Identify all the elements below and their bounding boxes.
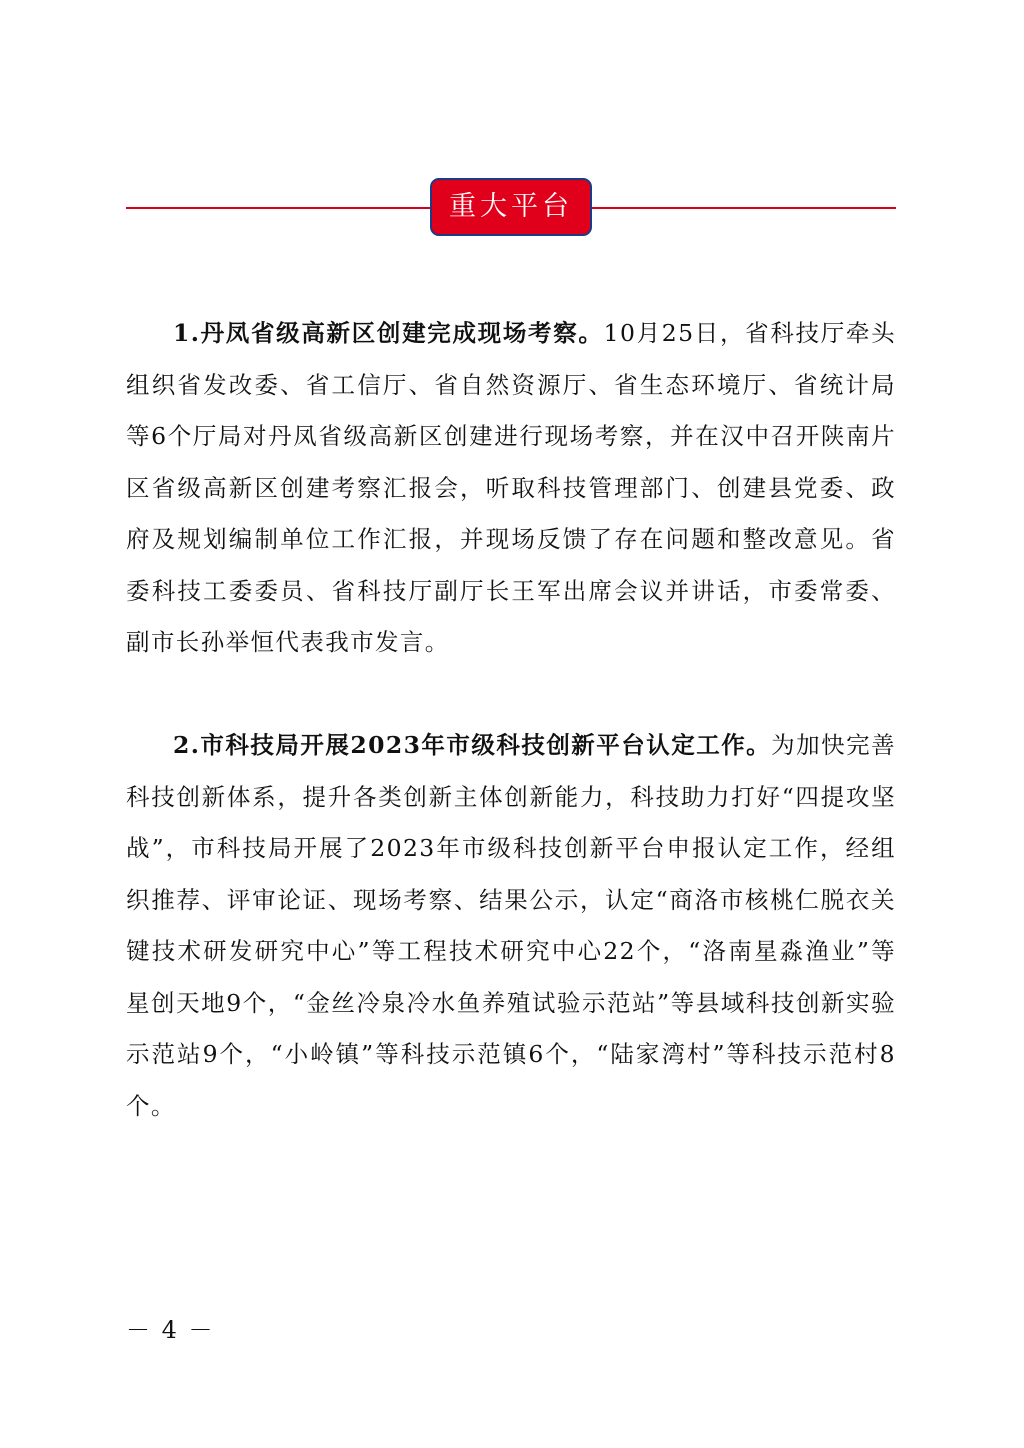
news-item-2-body: 为加快完善科技创新体系，提升各类创新主体创新能力，科技助力打好“四提攻坚战”，市科技局开展了2023年市级科技创新平台申报认定工作，经组织推荐、评审论证、现场考察、结果公示，认定“商洛市核桃仁脱衣关键技术研发研究中心”等工程技术研究中心22个，“洛南星淼渔业”等星创天地9个，“金丝冷泉冷水鱼养殖试验示范站”等县域科技创新实验示范站9个，“小岭镇”等科技示范镇6个，“陆家湾村”等科技示范村8个。 [126,731,897,1120]
news-item-1-body: 10月25日，省科技厅牵头组织省发改委、省工信厅、省自然资源厅、省生态环境厅、省统计局等6个厅局对丹凤省级高新区创建进行现场考察，并在汉中召开陕南片区省级高新区创建考察汇报会，听取科技管理部门、创建县党委、政府及规划编制单位工作汇报，并现场反馈了存在问题和整改意见。省委科技工委委员、省科技厅副厅长王军出席会议并讲话，市委常委、副市长孙举恒代表我市发言。 [126,319,897,656]
news-item-1-heading: 1.丹凤省级高新区创建完成现场考察。 [173,319,604,347]
news-item-2 [126,720,896,1132]
page-number: － 4 － [126,1316,215,1344]
section-header [126,178,896,238]
news-item-1 [126,308,896,669]
news-item-2-heading: 2.市科技局开展2023年市级科技创新平台认定工作。 [173,731,772,759]
section-title-badge: 重大平台 [430,178,592,236]
